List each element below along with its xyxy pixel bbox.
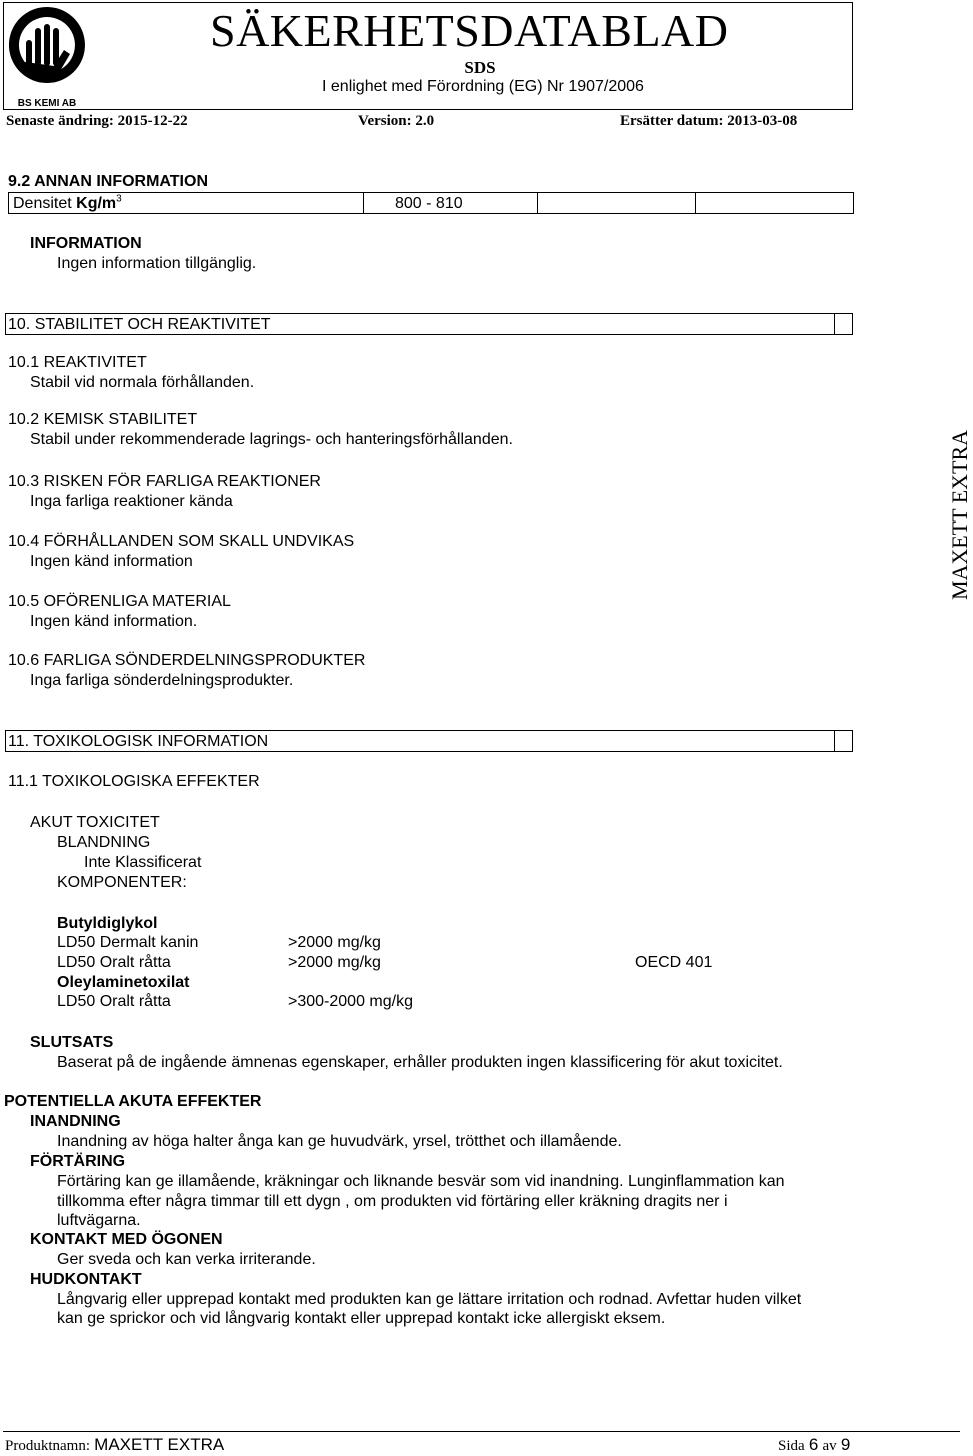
section-10-1-text: Stabil vid normala förhållanden. bbox=[30, 374, 255, 391]
section-11-row bbox=[5, 730, 853, 752]
component-1-name: Butyldiglykol bbox=[57, 915, 158, 932]
section-11-1-heading: 11.1 TOXIKOLOGISKA EFFEKTER bbox=[8, 773, 260, 790]
version-label: Version: 2.0 bbox=[358, 113, 435, 129]
potential-effects-heading: POTENTIELLA AKUTA EFFEKTER bbox=[4, 1093, 262, 1110]
tox-value: >2000 mg/kg bbox=[288, 934, 381, 951]
component-2-name: Oleylaminetoxilat bbox=[57, 974, 190, 991]
side-product-name: MAXETT EXTRA bbox=[947, 429, 972, 601]
replaces-date: Ersätter datum: 2013-03-08 bbox=[620, 113, 798, 129]
skin-contact-text-line: Långvarig eller upprepad kontakt med produkten kan ge lättare irritation och rodnad. Avfettar huden vilket bbox=[57, 1291, 802, 1308]
cell-divider bbox=[537, 193, 538, 213]
section-10-4-text: Ingen känd information bbox=[30, 553, 193, 570]
regulation-text: I enlighet med Förordning (EG) Nr 1907/2006 bbox=[322, 78, 644, 95]
cell-divider bbox=[695, 193, 696, 213]
cell-divider bbox=[363, 193, 364, 213]
section-10-2-text: Stabil under rekommenderade lagrings- och hanteringsförhållanden. bbox=[30, 431, 513, 448]
section-10-5-text: Ingen känd information. bbox=[30, 613, 198, 630]
footer-divider bbox=[3, 1431, 960, 1432]
section-10-1-heading: 10.1 REAKTIVITET bbox=[8, 354, 147, 371]
skin-contact-text-line: kan ge sprickor och vid långvarig kontakt eller upprepad kontakt icke allergiskt eksem. bbox=[57, 1310, 666, 1327]
footer-page-number: Sida 6 av 9 bbox=[778, 1435, 851, 1454]
document-subtitle: SDS bbox=[464, 58, 496, 77]
section-10-6-heading: 10.6 FARLIGA SÖNDERDELNINGSPRODUKTER bbox=[8, 652, 366, 669]
document-title: SÄKERHETSDATABLAD bbox=[210, 5, 729, 56]
inhalation-text: Inandning av höga halter ånga kan ge huvudvärk, yrsel, trötthet och illamående. bbox=[57, 1133, 622, 1150]
section-10-3-heading: 10.3 RISKEN FÖR FARLIGA REAKTIONER bbox=[8, 473, 321, 490]
ingestion-text-line: luftvägarna. bbox=[57, 1212, 141, 1229]
info-text: Ingen information tillgänglig. bbox=[57, 255, 257, 272]
section-10-2-heading: 10.2 KEMISK STABILITET bbox=[8, 411, 198, 428]
section-10-6-text: Inga farliga sönderdelningsprodukter. bbox=[30, 672, 294, 689]
cell-divider bbox=[834, 314, 835, 334]
cell-divider bbox=[834, 731, 835, 751]
eye-contact-heading: KONTAKT MED ÖGONEN bbox=[30, 1231, 223, 1248]
tox-value: >2000 mg/kg bbox=[288, 954, 381, 971]
inhalation-heading: INANDNING bbox=[30, 1113, 121, 1130]
conclusion-text: Baserat på de ingående ämnenas egenskaper, erhåller produkten ingen klassificering för akut toxicitet. bbox=[57, 1054, 783, 1071]
footer-product: Produktnamn: MAXETT EXTRA bbox=[5, 1435, 225, 1454]
tox-test: LD50 Oralt råtta bbox=[57, 993, 171, 1010]
section-10-4-heading: 10.4 FÖRHÅLLANDEN SOM SKALL UNDVIKAS bbox=[8, 533, 355, 550]
tox-method: OECD 401 bbox=[635, 954, 713, 971]
eye-contact-text: Ger sveda och kan verka irriterande. bbox=[57, 1251, 316, 1268]
section-10-row bbox=[5, 313, 853, 335]
tox-test: LD50 Oralt råtta bbox=[57, 954, 171, 971]
tox-value: >300-2000 mg/kg bbox=[288, 993, 413, 1010]
density-row bbox=[8, 192, 854, 214]
ingestion-text-line: Förtäring kan ge illamående, kräkningar och liknande besvär som vid inandning. Lunginflammation kan bbox=[57, 1173, 785, 1190]
conclusion-heading: SLUTSATS bbox=[30, 1034, 114, 1051]
section-11-heading: 11. TOXIKOLOGISK INFORMATION bbox=[8, 733, 269, 750]
section-10-5-heading: 10.5 OFÖRENLIGA MATERIAL bbox=[8, 593, 231, 610]
section-10-3-text: Inga farliga reaktioner kända bbox=[30, 493, 233, 510]
acute-toxicity-heading: AKUT TOXICITET bbox=[30, 814, 160, 831]
last-change-date: Senaste ändring: 2015-12-22 bbox=[6, 113, 188, 129]
section-10-heading: 10. STABILITET OCH REAKTIVITET bbox=[8, 316, 271, 333]
tox-test: LD50 Dermalt kanin bbox=[57, 934, 199, 951]
skin-contact-heading: HUDKONTAKT bbox=[30, 1271, 142, 1288]
mixture-classification: Inte Klassificerat bbox=[84, 854, 202, 871]
density-value: 800 - 810 bbox=[395, 195, 463, 212]
density-label: Densitet $Kg/m^3$ bbox=[13, 193, 122, 212]
company-logo bbox=[4, 4, 90, 108]
section-9-2-heading: 9.2 ANNAN INFORMATION bbox=[8, 173, 208, 190]
components-heading: KOMPONENTER: bbox=[57, 874, 187, 891]
info-heading: INFORMATION bbox=[30, 235, 142, 252]
ingestion-text-line: tillkomma efter några timmar till ett dygn , om produkten vid förtäring eller kräkning dragits ner i bbox=[57, 1193, 728, 1210]
ingestion-heading: FÖRTÄRING bbox=[30, 1153, 126, 1170]
mixture-heading: BLANDNING bbox=[57, 834, 151, 851]
svg-text:BS KEMI AB: BS KEMI AB bbox=[17, 98, 77, 109]
